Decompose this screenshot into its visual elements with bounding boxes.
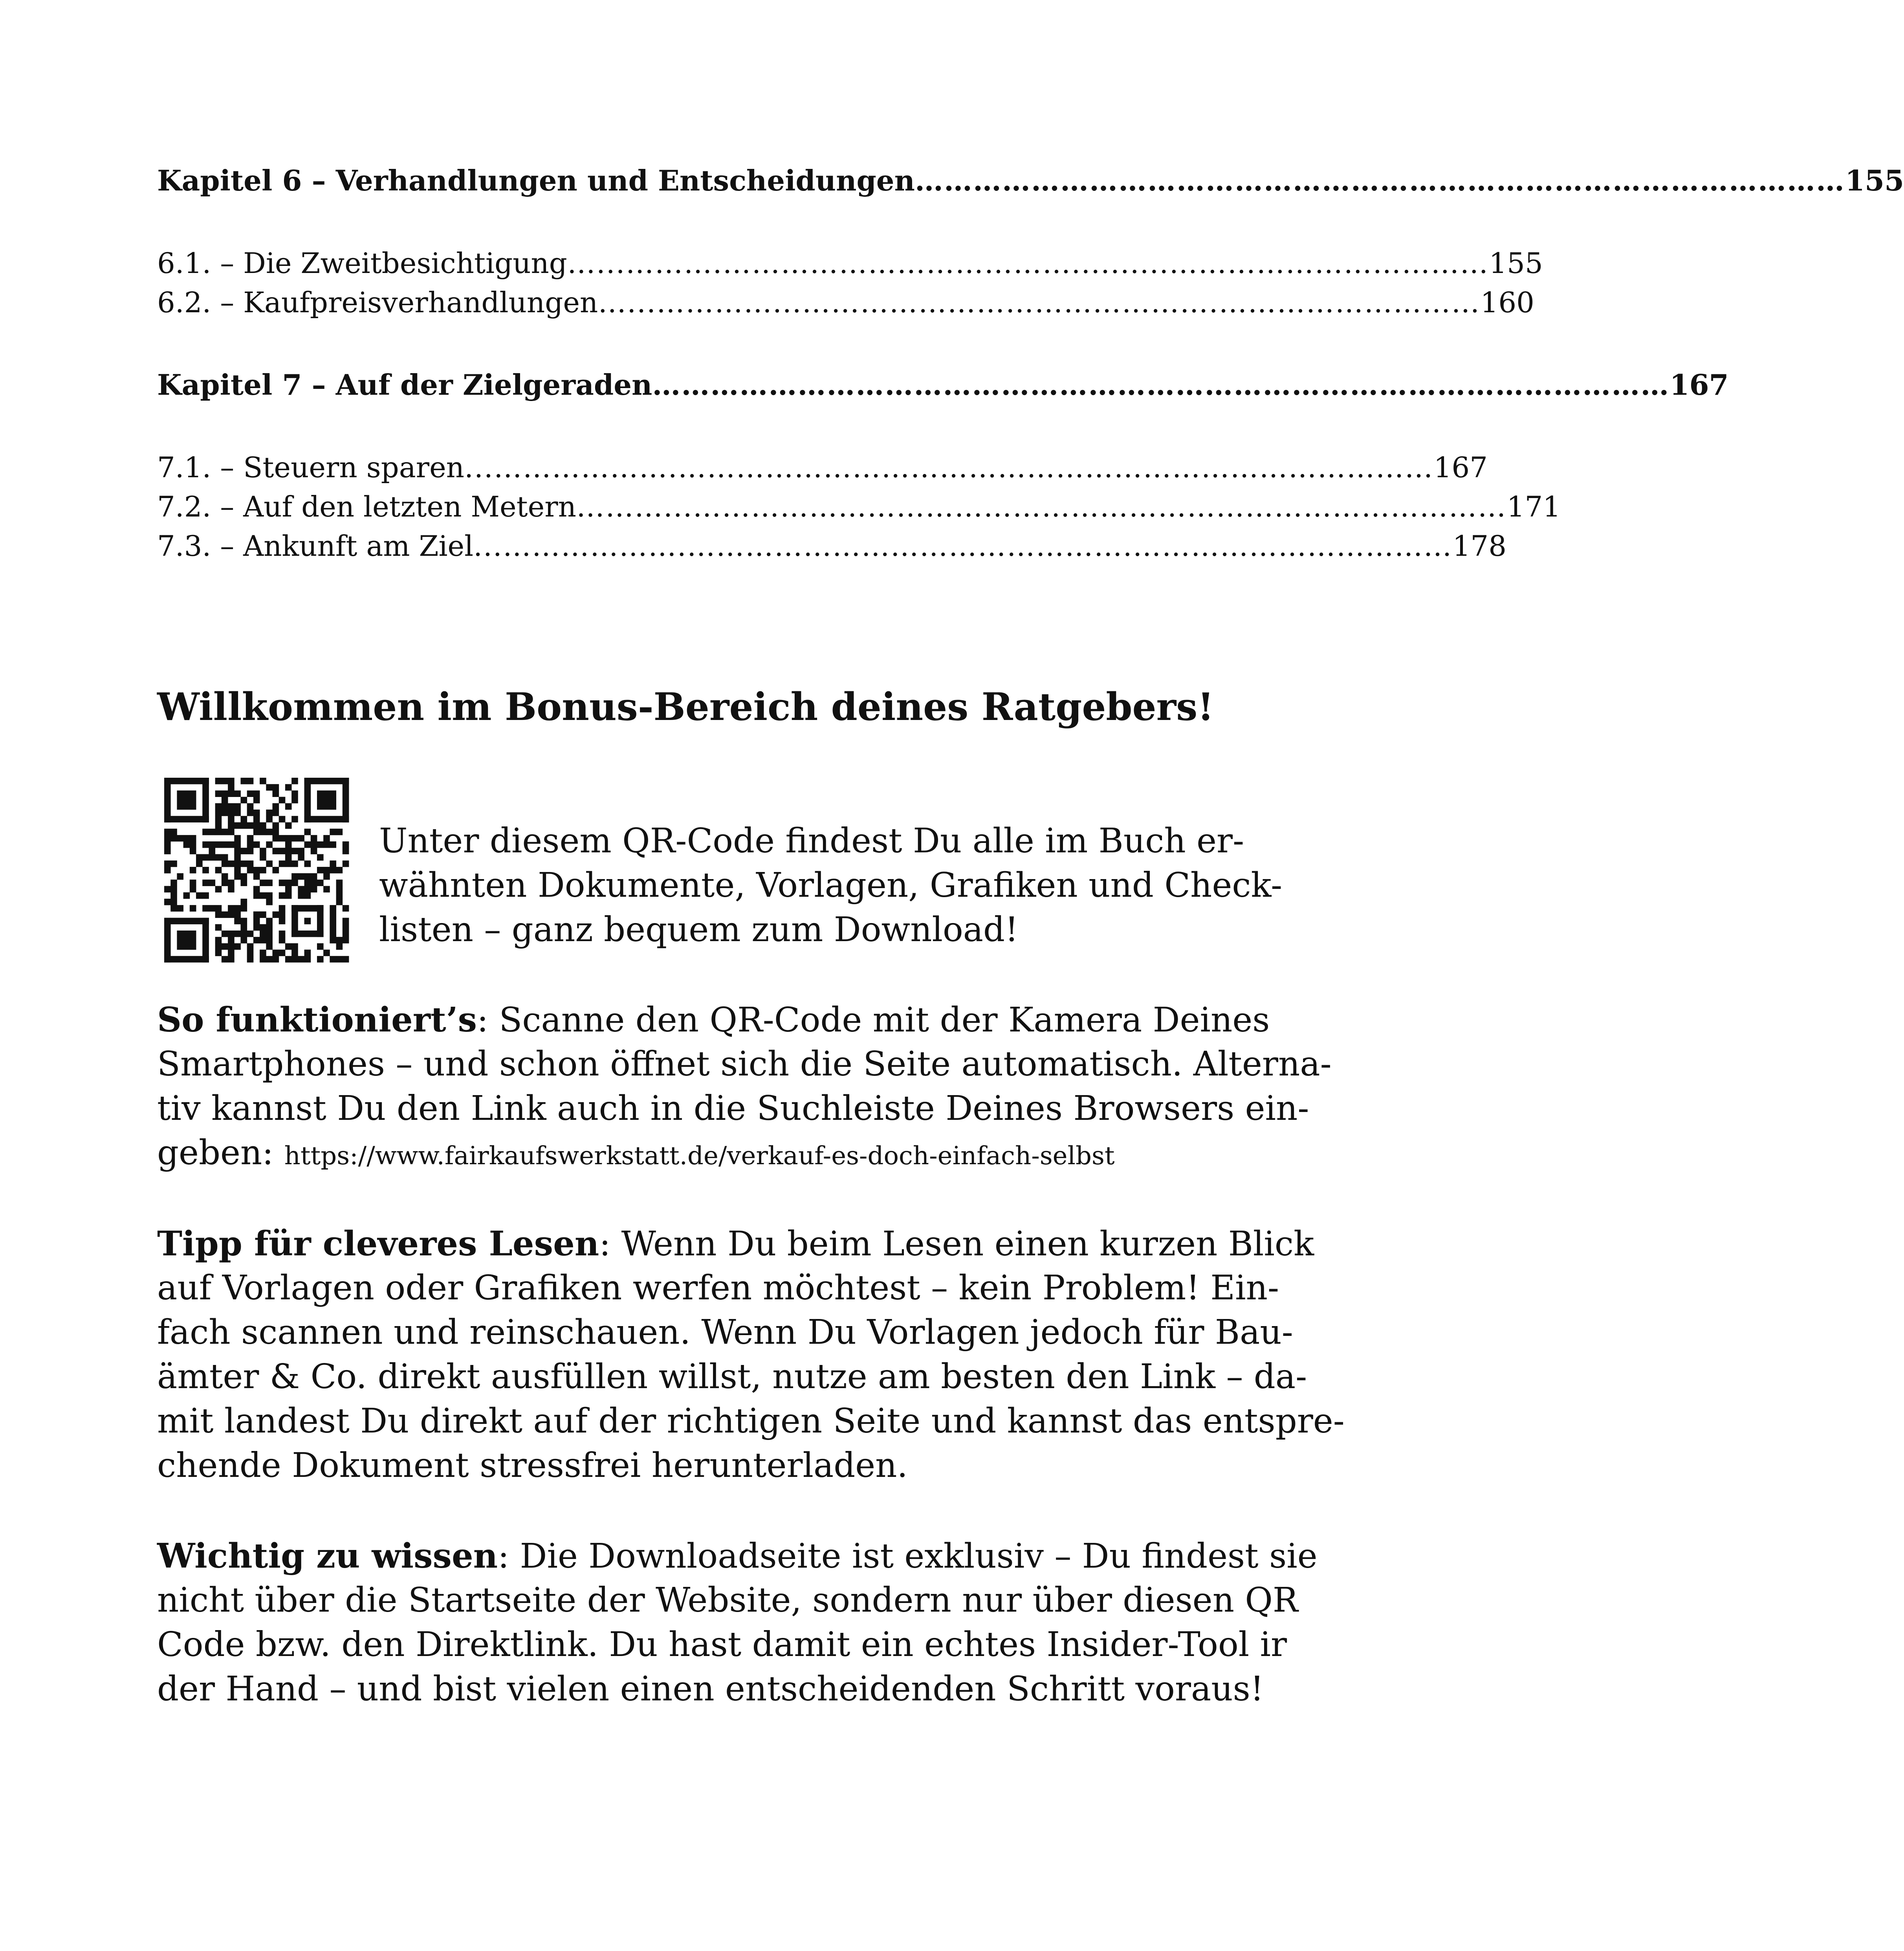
- text-line: Code bzw. den Direktlink. Du hast damit ein echtes Insider-Tool ir: [157, 1625, 1287, 1664]
- toc-section-7-2: [157, 487, 1561, 526]
- toc-leader: ………...…………………………………………………………………………: [576, 490, 1507, 523]
- toc-page-number: 178: [1452, 529, 1507, 562]
- paragraph-lead: Wichtig zu wissen: [157, 1536, 498, 1576]
- text-line: [157, 1131, 1224, 1175]
- text-line: chende Dokument stressfrei herunterladen.: [157, 1446, 908, 1485]
- toc-chapter-6: [157, 161, 1904, 200]
- toc-title: 7.1. – Steuern sparen: [157, 451, 465, 484]
- toc-page-number: 155: [1489, 247, 1543, 280]
- toc-leader: ……………………………………………………………………………………: [914, 164, 1845, 197]
- text-line: [157, 1222, 1314, 1266]
- text-line: wähnten Dokumente, Vorlagen, Grafiken und Check-: [379, 866, 1283, 905]
- text-fragment: : Scanne den QR-Code mit der Kamera Deines: [477, 1000, 1270, 1040]
- text-fragment: : Wenn Du beim Lesen einen kurzen Blick: [599, 1224, 1314, 1264]
- qr-code: [164, 778, 349, 962]
- toc-title: 6.1. – Die Zweitbesichtigung: [157, 247, 567, 280]
- toc-page-number: 171: [1506, 490, 1561, 523]
- toc-title: 6.2. – Kaufpreisverhandlungen: [157, 286, 598, 319]
- toc-leader: ...……………….……………………………………………………………………: [464, 451, 1434, 484]
- text-line: [157, 998, 1270, 1042]
- toc-page-number: 167: [1433, 451, 1488, 484]
- toc-page-number: 160: [1480, 286, 1534, 319]
- toc-page-number: 167: [1669, 368, 1729, 401]
- text-line: mit landest Du direkt auf der richtigen Seite und kannst das entspre-: [157, 1401, 1345, 1441]
- text-line: der Hand – und bist vielen einen entscheidenden Schritt voraus!: [157, 1669, 1264, 1709]
- toc-section-6-2: [157, 283, 1534, 322]
- toc-leader: ……………………………………………………………………………………………: [652, 368, 1670, 401]
- toc-title: 7.3. – Ankunft am Ziel: [157, 529, 474, 562]
- text-line: listen – ganz bequem zum Download!: [379, 910, 1019, 949]
- toc-leader: …...…………...…………………………………….………………………: [598, 286, 1481, 319]
- paragraph-lead: Tipp für cleveres Lesen: [157, 1224, 599, 1264]
- important-paragraph: [157, 1534, 1318, 1711]
- text-line: tiv kannst Du den Link auch in die Suchleiste Deines Browsers ein-: [157, 1089, 1309, 1128]
- toc-leader: ...……………….……………………………………….……………………………: [473, 529, 1453, 562]
- text-line: auf Vorlagen oder Grafiken werfen möchtest – kein Problem! Ein-: [157, 1268, 1279, 1308]
- qr-code-icon: [164, 778, 349, 962]
- toc-title: Kapitel 7 – Auf der Zielgeraden: [157, 368, 652, 401]
- text-line: Unter diesem QR-Code findest Du alle im Buch er-: [379, 821, 1244, 861]
- toc-title: 7.2. – Auf den letzten Metern: [157, 490, 576, 523]
- toc-section-7-3: [157, 526, 1507, 566]
- toc-chapter-7: [157, 365, 1729, 405]
- paragraph-lead: So funktioniert’s: [157, 1000, 477, 1040]
- qr-intro-text: [379, 819, 1283, 952]
- how-it-works-paragraph: [157, 998, 1332, 1175]
- toc-title: Kapitel 6 – Verhandlungen und Entscheidungen: [157, 164, 915, 197]
- text-line: Smartphones – und schon öffnet sich die Seite automatisch. Alterna-: [157, 1044, 1332, 1084]
- tip-paragraph: [157, 1222, 1345, 1488]
- toc-section-7-1: [157, 448, 1488, 487]
- text-fragment: : Die Downloadseite ist exklusiv – Du findest sie: [498, 1537, 1318, 1576]
- text-line: fach scannen und reinschauen. Wenn Du Vorlagen jedoch für Bau-: [157, 1313, 1293, 1352]
- bonus-heading: Willkommen im Bonus-Bereich deines Ratgebers!: [157, 685, 1214, 729]
- text-fragment: geben:: [157, 1133, 284, 1172]
- toc-section-6-1: [157, 244, 1543, 283]
- download-link[interactable]: https://www.fairkaufswerkstatt.de/verkauf-es-doch-einfach-selbst: [284, 1141, 1115, 1171]
- text-line: nicht über die Startseite der Website, sondern nur über diesen QR: [157, 1581, 1298, 1620]
- text-line: [157, 1534, 1318, 1578]
- text-line: ämter & Co. direkt ausfüllen willst, nutze am besten den Link – da-: [157, 1357, 1307, 1396]
- toc-leader: …...……….………………………………..........……………………………: [567, 247, 1489, 280]
- toc-page-number: 155: [1845, 164, 1904, 197]
